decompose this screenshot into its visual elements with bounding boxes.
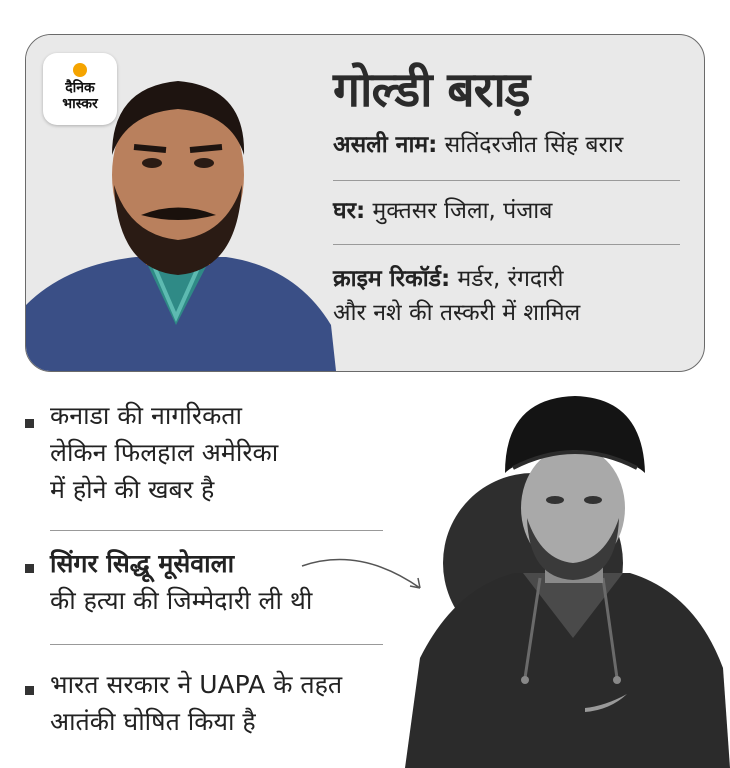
bullet-murder <box>50 545 410 619</box>
crime-row <box>333 262 681 330</box>
bullet-citizenship <box>50 397 410 508</box>
dainik-bhaskar-logo <box>43 53 117 125</box>
portrait-photo-sidhu <box>405 388 730 768</box>
real-name-label: असली नाम: <box>333 132 438 158</box>
home-value: मुक्तसर जिला, पंजाब <box>372 198 553 224</box>
logo-line-2: भास्कर <box>62 96 98 112</box>
home-row <box>333 194 681 228</box>
bullet-2-line-1: की हत्या की जिम्मेदारी ली थी <box>50 586 313 615</box>
divider <box>50 644 383 645</box>
bullet-3-line-2: आतंकी घोषित किया है <box>50 707 256 736</box>
bullet-marker <box>25 419 34 428</box>
real-name-row <box>333 128 681 162</box>
divider <box>50 530 383 531</box>
bullet-1-line-3: में होने की खबर है <box>50 475 215 504</box>
bullet-2-highlight: सिंगर सिद्धू मूसेवाला <box>50 549 235 578</box>
home-label: घर: <box>333 198 366 224</box>
crime-label: क्राइम रिकॉर्ड: <box>333 266 451 292</box>
divider <box>333 180 680 181</box>
real-name-value: सतिंदरजीत सिंह बरार <box>444 132 624 158</box>
divider <box>333 244 680 245</box>
crime-value-1: मर्डर, रंगदारी <box>457 266 564 292</box>
logo-line-1: दैनिक <box>65 80 95 96</box>
bullet-marker <box>25 564 34 573</box>
sun-icon <box>73 63 87 77</box>
bullet-marker <box>25 686 34 695</box>
crime-value-2: और नशे की तस्करी में शामिल <box>333 300 581 326</box>
bullet-1-line-2: लेकिन फिलहाल अमेरिका <box>50 438 279 467</box>
bullet-3-line-1: भारत सरकार ने UAPA के तहत <box>50 670 343 699</box>
bullet-1-line-1: कनाडा की नागरिकता <box>50 401 243 430</box>
profile-name: गोल्डी बराड़ <box>333 62 530 118</box>
bullet-terrorist <box>50 666 410 740</box>
